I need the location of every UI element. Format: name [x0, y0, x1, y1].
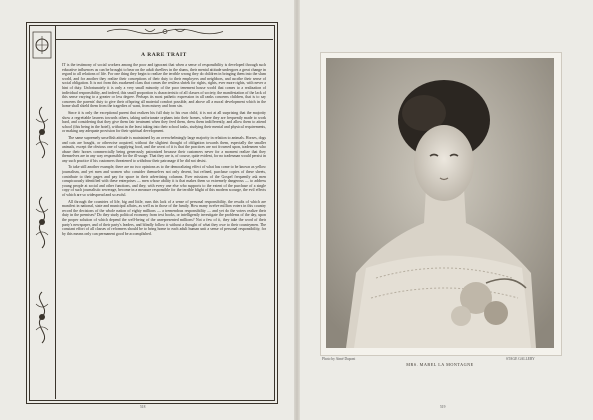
photo-caption: MRS. MABEL LA MONTAGNE: [406, 362, 474, 367]
page-gutter: [294, 0, 300, 420]
corner-medallion-icon: [31, 30, 53, 60]
stage-gallery-label: STAGE GALLERY: [506, 357, 535, 361]
article-paragraph: The same supremely unselfish attitude is maintained by an overwhelmingly large majority in relation to animals. Horses, dogs and cats are bought, or otherwise acquired, without the slightest thought of obligation towards them, especially the smaller animals, except the obvious one of supplying food, and the worst of it is that the practices are not frowned upon, tradesmen who abuse their horses commercially being generously patronized because their customers never for a moment realize that they themselves are in any way responsible for the ill-usage. That they are is, of course, quite evident, for no tradesman would persist in any such practice if his customers threatened to withdraw their patronage if he did not desist.: [62, 135, 266, 163]
article-paragraph: All through the countries of life, big and little, runs this lack of a sense of personal responsibility, the results of which are manifest in national, state and municipal affairs, as well as in those of the family. How many twelve million voters in this country record the decisions of the whole nation of eighty millions — a tremendous responsibility — and yet do the voters realize their duty in the premises? Do they study political economy from text books, or intelligently investigate the problems of the day, upon the proper solution of which depend the well-being of the unrepresented millions? Not a few of it, they take the word of their party's newspaper, and of their party's leaders, and blindly follow it without a thought of what they owe to their countrymen. The constant effort of all classes of reformers should be to bring home to each adult human unit a sense of personal responsibility, for by this means only can permanent good be accomplished.: [62, 199, 266, 236]
portrait-photo: [326, 58, 554, 348]
article-paragraph: To take still another example, there are no two opinions as to the demoralizing effect of what has come to be known as yellow journalism, and yet men and women who consider themselves not only decent, but refined, purchase copies of these sheets, contribute to their pages and pay for space in their advertising columns. Ever missions of the Gospel frequently ask men conspicuously identified with these enterprises — men whose ability it is that makes them so extremely dangerous — to address young people at social and other functions, and they, with every one else who supports to the extent of the purchase of a single copy of such journalistic sewerage, become in a measure responsible for the terrible blight of this modern scourge, the evil effects of which are so widespread and so awful.: [62, 165, 266, 198]
scroll-ornament-icon: [105, 27, 225, 36]
top-ornament-band: [56, 25, 273, 40]
page-number-right: 519: [440, 405, 446, 409]
scroll-ornament-icon: [31, 195, 53, 250]
article-body: [62, 52, 266, 392]
scroll-ornament-icon: [31, 105, 53, 160]
portrait-photo-image: [326, 58, 554, 348]
page-number-left: 518: [140, 405, 146, 409]
article-paragraph: Since it is only the exceptional parent that realizes his full duty to his own child, it is not at all surprising that the majority show a regrettable laxness towards others, taking unfortunate orphans into their homes, where they are frequently made to work hard, and considering that they give them fair treatment when they feed them, dress them indifferently, and allow them to attend school (this being in the hotel), without in the least taking into their school tasks, studying their mental and physical requirements, or making any adequate provision for their spiritual development.: [62, 110, 266, 134]
photo-credit: Photo by Aimé Dupont: [322, 357, 356, 361]
scroll-ornament-icon: [31, 290, 53, 345]
article-paragraph: IT is the testimony of social workers among the poor and ignorant that when a sense of responsibility is developed through such educative influences as can be brought to bear on the adult dwellers in the slums, their mental attitude undergoes a great change in regard to all relations of life. For one thing they begin to realize the terrible wrong they do children in bringing them into the slum world, and for another they realize their conceptions of their duty to their employers and neighbors, and ascribe their sense of social obligation. It is not from this awakened class that comes the restless shriek for rights, rights, ever more rights, with never a hint of duty. Unfortunately it is only a very small minority of the poor tenement house world that comes to a realization of individual responsibility, and indeed, this small proportion is characteristic of all classes of society, the manifestation of the lack of this sense varying to a greater or less degree. Perhaps its most pathetic expression in all ranks concerns children, that is to say concerns the parents' duty to give their offspring all material comfort possible, and above all a moral development which in the home shall shield them from the tragedies of want, from misery and from sin.: [62, 63, 266, 109]
article-title: A RARE TRAIT: [141, 52, 187, 58]
